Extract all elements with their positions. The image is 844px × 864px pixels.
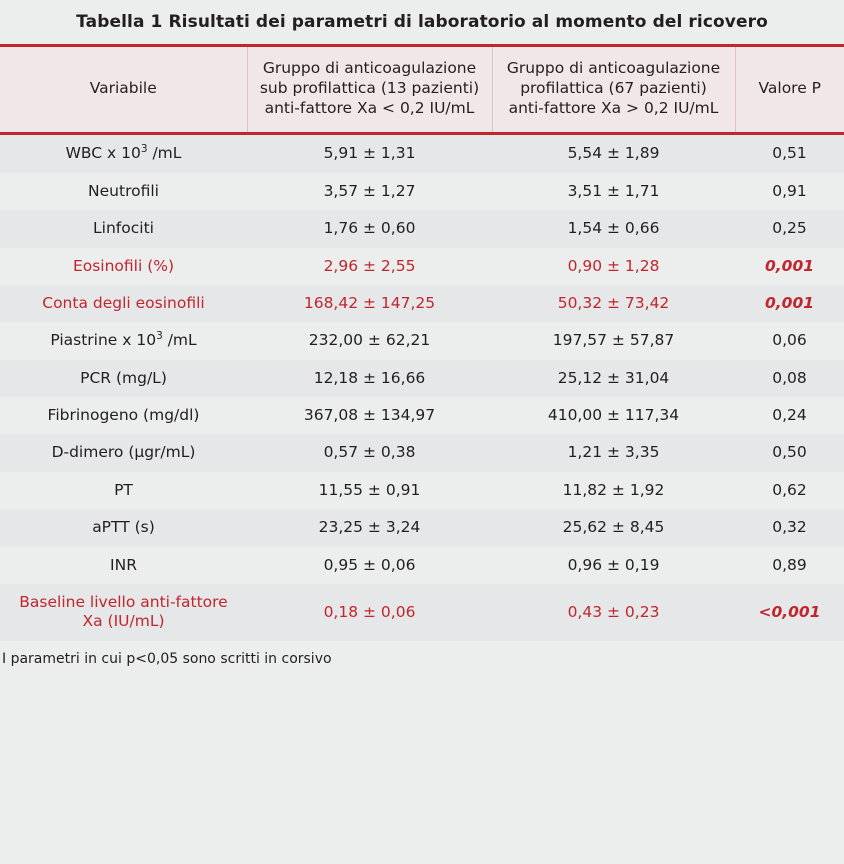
table-row [0, 134, 844, 173]
table-row [0, 584, 844, 641]
table-row [0, 434, 844, 471]
table-row [0, 322, 844, 359]
cell-prophylactic-value: 50,32 ± 73,42 [492, 285, 735, 322]
table-head [0, 46, 844, 134]
cell-subprophylactic-value: 1,76 ± 0,60 [247, 210, 492, 247]
table-row [0, 397, 844, 434]
cell-variable: Linfociti [0, 210, 247, 247]
cell-p-value: 0,001 [735, 285, 844, 322]
table-caption: Tabella 1 Risultati dei parametri di laboratorio al momento del ricovero [76, 12, 768, 32]
cell-variable: PCR (mg/L) [0, 360, 247, 397]
cell-subprophylactic-value: 11,55 ± 0,91 [318, 480, 421, 499]
cell-prophylactic-value: 11,82 ± 1,92 [562, 480, 665, 499]
cell-variable: Neutrofili [88, 181, 159, 200]
cell-p-value: 0,89 [772, 555, 807, 574]
lab-results-table [0, 44, 844, 641]
cell-p-value: 0,32 [735, 509, 844, 546]
cell-variable: INR [110, 555, 137, 574]
cell-subprophylactic-value: 3,57 ± 1,27 [323, 181, 416, 200]
cell-subprophylactic-value: 23,25 ± 3,24 [247, 509, 492, 546]
table-row [0, 285, 844, 322]
cell-variable: Fibrinogeno (mg/dl) [47, 406, 200, 425]
table-row [0, 360, 844, 397]
cell-variable: Conta degli eosinofili [0, 285, 247, 322]
table-row [0, 547, 844, 584]
cell-p-value: 0,06 [772, 331, 807, 350]
cell-variable: Piastrine x $10^3$ /mL [50, 330, 197, 350]
cell-prophylactic-value: 0,90 ± 1,28 [567, 256, 660, 275]
cell-subprophylactic-value: 232,00 ± 62,21 [308, 331, 431, 350]
table-row [0, 509, 844, 546]
cell-p-value: 0,001 [764, 256, 815, 275]
table-row [0, 248, 844, 285]
cell-p-value: 0,50 [735, 434, 844, 471]
cell-variable: Baseline livello anti-fattore Xa (IU/mL) [0, 584, 247, 641]
cell-subprophylactic-value: 0,95 ± 0,06 [323, 555, 416, 574]
cell-p-value: 0,62 [772, 480, 807, 499]
cell-subprophylactic-value: 5,91 ± 1,31 [247, 134, 492, 173]
cell-subprophylactic-value: 367,08 ± 134,97 [303, 406, 436, 425]
cell-variable: PT [114, 480, 133, 499]
column-header-variable: Variabile [0, 46, 247, 134]
cell-variable: WBC x $10^3$ /mL [0, 134, 247, 173]
cell-p-value: 0,24 [772, 406, 807, 425]
cell-prophylactic-value: 1,54 ± 0,66 [492, 210, 735, 247]
cell-p-value: 0,51 [735, 134, 844, 173]
cell-p-value: 0,91 [772, 181, 807, 200]
cell-prophylactic-value: 5,54 ± 1,89 [492, 134, 735, 173]
column-header-subprophylactic-group: Gruppo di anticoagulazione sub profilattica (13 pazienti) anti-fattore Xa < 0,2 IU/mL [247, 46, 492, 134]
table-row [0, 173, 844, 210]
cell-subprophylactic-value: 0,18 ± 0,06 [247, 584, 492, 641]
cell-subprophylactic-value: 168,42 ± 147,25 [247, 285, 492, 322]
cell-prophylactic-value: 410,00 ± 117,34 [547, 406, 680, 425]
cell-subprophylactic-value: 0,57 ± 0,38 [247, 434, 492, 471]
cell-prophylactic-value: 25,62 ± 8,45 [492, 509, 735, 546]
cell-variable: D-dimero (μgr/mL) [0, 434, 247, 471]
header-row [0, 46, 844, 134]
cell-p-value: 0,25 [735, 210, 844, 247]
cell-prophylactic-value: 0,96 ± 0,19 [567, 555, 660, 574]
column-header-p-value: Valore P [735, 46, 844, 134]
table-body [0, 134, 844, 641]
cell-variable: aPTT (s) [0, 509, 247, 546]
table-row [0, 472, 844, 509]
table-footnote: I parametri in cui p<0,05 sono scritti in corsivo [2, 650, 332, 667]
cell-p-value: <0,001 [735, 584, 844, 641]
cell-subprophylactic-value: 12,18 ± 16,66 [247, 360, 492, 397]
cell-prophylactic-value: 1,21 ± 3,35 [492, 434, 735, 471]
cell-prophylactic-value: 0,43 ± 0,23 [492, 584, 735, 641]
cell-p-value: 0,08 [735, 360, 844, 397]
cell-prophylactic-value: 197,57 ± 57,87 [552, 331, 675, 350]
cell-prophylactic-value: 3,51 ± 1,71 [567, 181, 660, 200]
table-row [0, 210, 844, 247]
cell-variable: Eosinofili (%) [72, 256, 175, 275]
cell-prophylactic-value: 25,12 ± 31,04 [492, 360, 735, 397]
column-header-prophylactic-group: Gruppo di anticoagulazione profilattica (67 pazienti) anti-fattore Xa > 0,2 IU/mL [492, 46, 735, 134]
cell-subprophylactic-value: 2,96 ± 2,55 [323, 256, 416, 275]
